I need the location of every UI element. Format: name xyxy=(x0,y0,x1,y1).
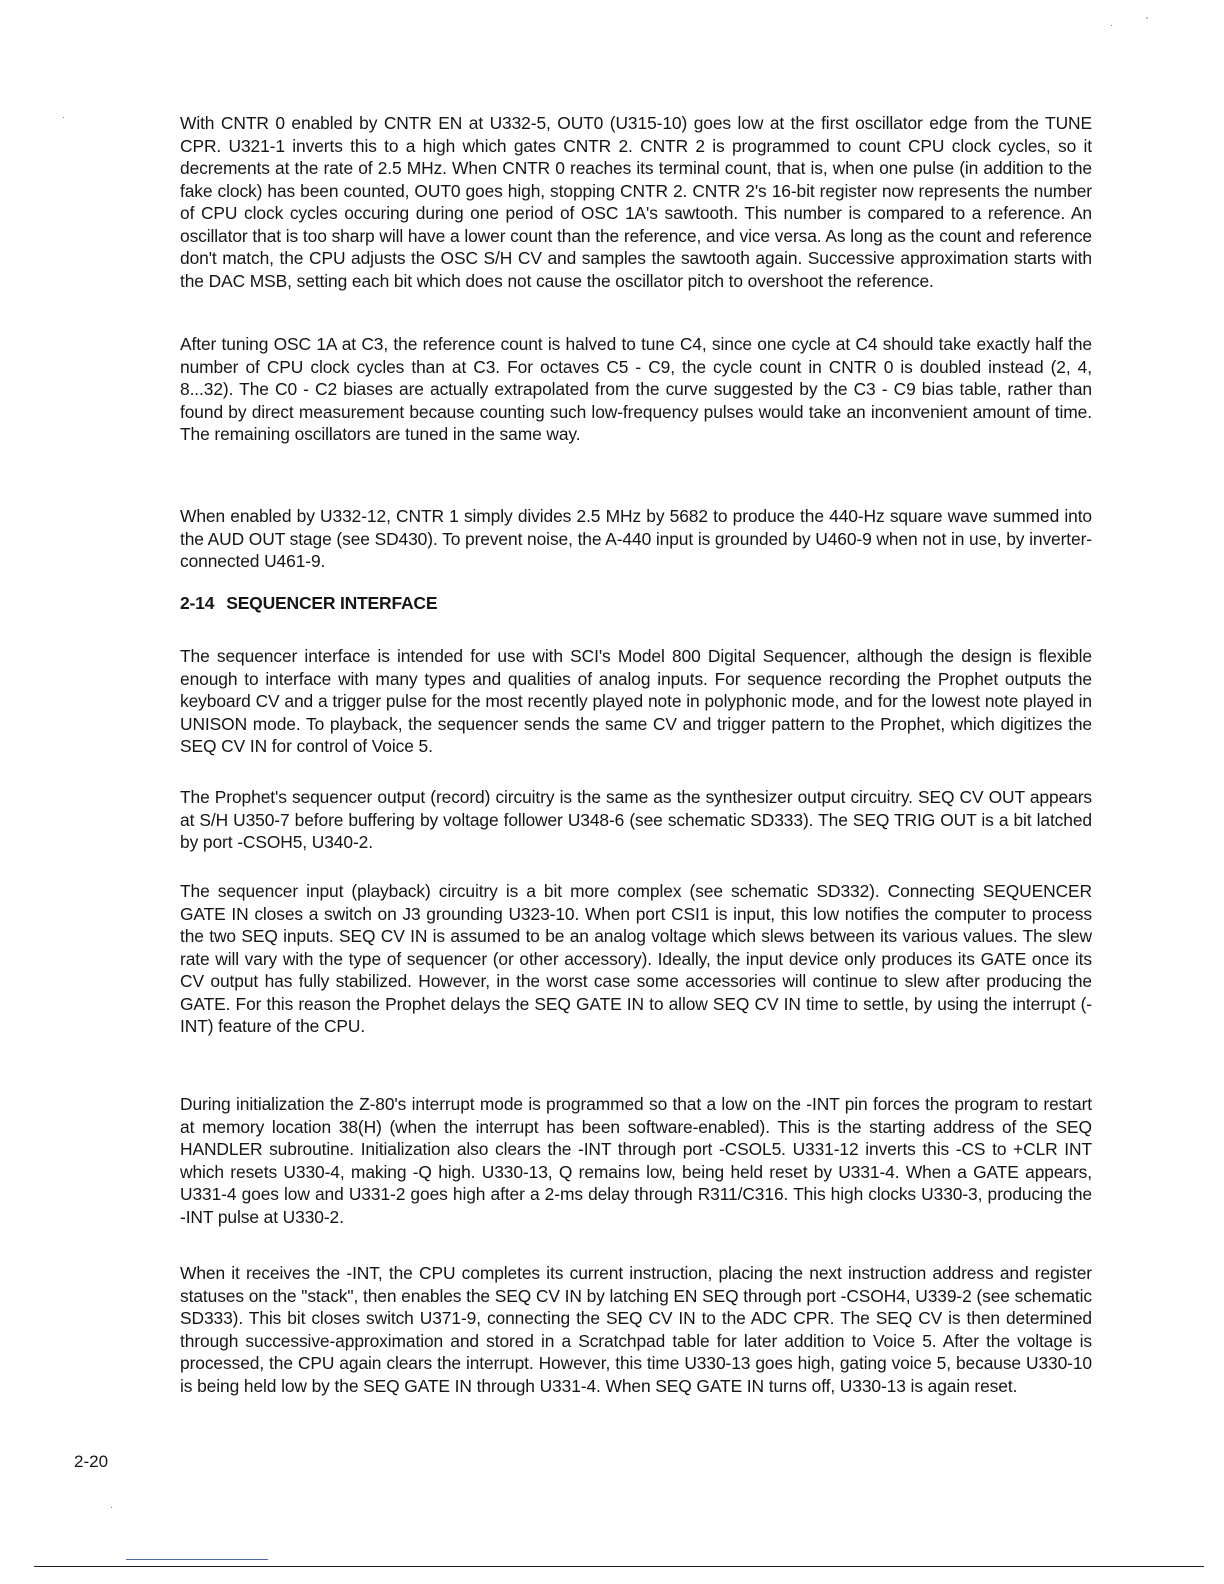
scan-speck: ' xyxy=(1146,16,1148,27)
scan-speck: . xyxy=(62,110,65,121)
section-heading xyxy=(180,593,1092,614)
paragraph-sequencer-intro: The sequencer interface is intended for use with SCI's Model 800 Digital Sequencer, although the design is flexible enough to interface with many types and qualities of analog inputs. For sequence recording the Prophet outputs the keyboard CV and a trigger pulse for the most recently played note in polyphonic mode, and for the lowest note played in UNISON mode. To playback, the sequencer sends the same CV and trigger pattern to the Prophet, which digitizes the SEQ CV IN for control of Voice 5. xyxy=(180,646,1092,756)
paragraph-octave-tuning: After tuning OSC 1A at C3, the reference count is halved to tune C4, since one cycle at C4 should take exactly half the number of CPU clock cycles than at C3. For octaves C5 - C9, the cycle count in CNTR 0 is doubled instead (2, 4, 8...32). The C0 - C2 biases are actually extrapolated from the curve suggested by the C3 - C9 bias table, rather than found by direct measurement because counting such low-frequency pulses would take an inconvenient amount of time. The remaining oscillators are tuned in the same way. xyxy=(180,334,1092,444)
paragraph-interrupt-init: During initialization the Z-80's interrupt mode is programmed so that a low on the -INT pin forces the program to restart at memory location 38(H) (when the interrupt has been software-enabled). This is the starting address of the SEQ HANDLER subroutine. Initialization also clears the -INT through port -CSOL5. U331-12 inverts this -CS to +CLR INT which resets U330-4, making -Q high. U330-13, Q remains low, being held reset by U331-4. When a GATE appears, U331-4 goes low and U331-2 goes high after a 2-ms delay through R311/C316. This high clocks U330-3, producing the -INT pulse at U330-2. xyxy=(180,1094,1092,1227)
paragraph-cntr0-tuning: With CNTR 0 enabled by CNTR EN at U332-5, OUT0 (U315-10) goes low at the first oscillator edge from the TUNE CPR. U321-1 inverts this to a high which gates CNTR 2. CNTR 2 is programmed to count CPU clock cycles, so it decrements at the rate of 2.5 MHz. When CNTR 0 reaches its terminal count, that is, when one pulse (in addition to the fake clock) has been counted, OUT0 goes high, stopping CNTR 2. CNTR 2's 16-bit register now represents the number of CPU clock cycles occuring during one period of OSC 1A's sawtooth. This number is compared to a reference. An oscillator that is too sharp will have a lower count than the reference, and vice versa. As long as the count and reference don't match, the CPU adjusts the OSC S/H CV and samples the sawtooth again. Successive approximation starts with the DAC MSB, setting each bit which does not cause the oscillator pitch to overshoot the reference. xyxy=(180,113,1092,291)
section-number: 2-14 xyxy=(180,593,215,613)
paragraph-sequencer-input: The sequencer input (playback) circuitry is a bit more complex (see schematic SD332). Connecting SEQUENCER GATE IN closes a switch on J3 grounding U323-10. When port CSI1 is input, this low notifies the computer to process the two SEQ inputs. SEQ CV IN is assumed to be an analog voltage which slews between its various values. The slew rate will vary with the type of sequencer (or other accessory). Ideally, the input device only produces its GATE once its CV output has fully stabilized. However, in the worst case some accessories will continue to slew after producing the GATE. For this reason the Prophet delays the SEQ GATE IN to allow SEQ CV IN time to settle, by using the interrupt (-INT) feature of the CPU. xyxy=(180,881,1092,1036)
footer-short-rule xyxy=(126,1559,268,1560)
paragraph-sequencer-output: The Prophet's sequencer output (record) circuitry is the same as the synthesizer output circuitry. SEQ CV OUT appears at S/H U350-7 before buffering by voltage follower U348-6 (see schematic SD333). The SEQ TRIG OUT is a bit latched by port -CSOH5, U340-2. xyxy=(180,787,1092,852)
paragraph-interrupt-handling: When it receives the -INT, the CPU completes its current instruction, placing the next instruction address and register statuses on the "stack", then enables the SEQ CV IN by latching EN SEQ through port -CSOH4, U339-2 (see schematic SD333). This bit closes switch U371-9, connecting the SEQ CV IN to the ADC CPR. The SEQ CV is then determined through successive-approximation and stored in a Scratchpad table for later addition to Voice 5. After the voltage is processed, the CPU again clears the interrupt. However, this time U330-13 goes high, gating voice 5, because U330-10 is being held low by the SEQ GATE IN through U331-4. When SEQ GATE IN turns off, U330-13 is again reset. xyxy=(180,1263,1092,1396)
scan-speck: . xyxy=(110,1500,113,1511)
scan-speck: . xyxy=(1110,18,1113,29)
footer-rule xyxy=(34,1566,1204,1567)
page-number: 2-20 xyxy=(74,1452,109,1471)
paragraph-a440-output: When enabled by U332-12, CNTR 1 simply divides 2.5 MHz by 5682 to produce the 440-Hz square wave summed into the AUD OUT stage (see SD430). To prevent noise, the A-440 input is grounded by U460-9 when not in use, by inverter-connected U461-9. xyxy=(180,506,1092,571)
section-title: SEQUENCER INTERFACE xyxy=(226,593,438,613)
